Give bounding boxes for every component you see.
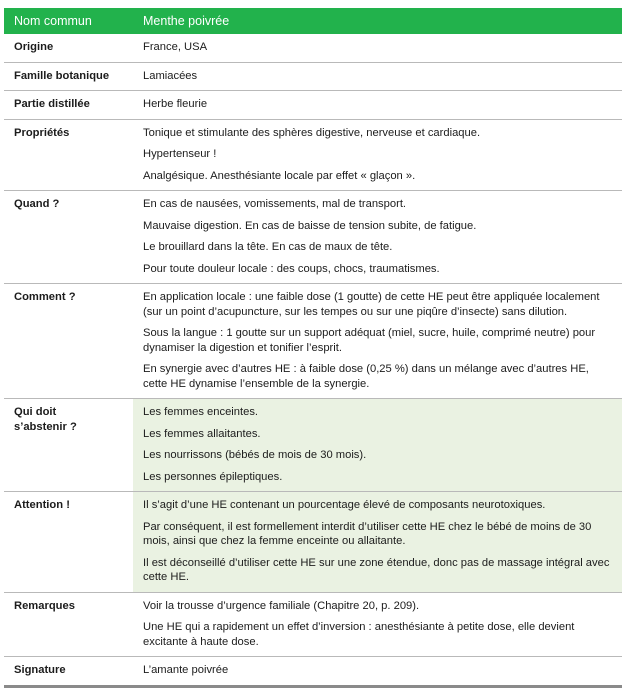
row-proprietes [4, 119, 622, 191]
row-qui-doit-s-abstenir [4, 399, 622, 492]
value-line: En synergie avec d’autres HE : à faible dose (0,25 %) dans un mélange avec d’autres HE, cette HE dynamise l’ensemble de la synergie. [143, 363, 589, 390]
value-line: Hypertenseur ! [143, 148, 217, 160]
row-value [133, 284, 622, 399]
row-value [133, 91, 622, 120]
row-quand [4, 191, 622, 284]
row-attention [4, 492, 622, 593]
header-common-name-label: Nom commun [4, 8, 133, 34]
row-origine [4, 34, 622, 62]
row-value [133, 492, 622, 593]
value-line: Les femmes allaitantes. [143, 427, 261, 440]
value-line: Pour toute douleur locale : des coups, chocs, traumatismes. [143, 262, 440, 275]
value-line: Les femmes enceintes. [143, 406, 259, 418]
row-label-line: Qui doit [14, 406, 57, 418]
row-label: Attention ! [4, 492, 133, 593]
value-line: Sous la langue : 1 goutte sur un support adéquat (miel, sucre, huile, comprimé neutre) pour dynamiser la digestion et tonifier l’esprit. [143, 327, 596, 354]
value-line: Lamiacées [143, 69, 198, 82]
row-signature [4, 657, 622, 687]
value-line: France, USA [143, 41, 208, 53]
row-value [133, 34, 622, 62]
row-remarques [4, 592, 622, 657]
row-value [133, 399, 622, 492]
table-header-row [4, 8, 622, 34]
value-line: Une HE qui a rapidement un effet d’inversion : anesthésiante à petite dose, elle devient excitante à haute dose. [143, 621, 575, 648]
row-value [133, 592, 622, 657]
value-line: Le brouillard dans la tête. En cas de maux de tête. [143, 241, 393, 253]
row-label-line: s’abstenir ? [14, 420, 77, 433]
value-line: En cas de nausées, vomissements, mal de transport. [143, 198, 407, 210]
value-line: Analgésique. Anesthésiante locale par effet « glaçon ». [143, 169, 416, 182]
value-line: En application locale : une faible dose (1 goutte) de cette HE peut être appliquée localement (sur un point d’acupuncture, sur les tempes ou sur une piqûre d’insecte) sans dilution. [143, 291, 600, 318]
row-partie-distillee [4, 91, 622, 120]
value-line: L’amante poivrée [143, 664, 229, 676]
value-line: Herbe fleurie [143, 98, 208, 110]
value-line: Voir la trousse d’urgence familiale (Chapitre 20, p. 209). [143, 599, 420, 612]
value-line: Les personnes épileptiques. [143, 470, 283, 483]
value-line: Par conséquent, il est formellement interdit d’utiliser cette HE chez le bébé de moins de 30 mois, ainsi que chez la femme enceinte ou allaitante. [143, 520, 592, 547]
row-value [133, 191, 622, 284]
plant-info-table [4, 8, 622, 688]
header-plant-name: Menthe poivrée [133, 8, 622, 34]
row-label: Signature [4, 657, 133, 687]
row-famille-botanique [4, 62, 622, 91]
value-line: Les nourrissons (bébés de mois de 30 mois). [143, 449, 367, 461]
row-value [133, 657, 622, 687]
value-line: Il s’agit d’une HE contenant un pourcentage élevé de composants neurotoxiques. [143, 499, 546, 511]
row-label: Famille botanique [4, 62, 133, 91]
row-label [4, 399, 133, 492]
row-value [133, 62, 622, 91]
row-label: Origine [4, 34, 133, 62]
row-label: Comment ? [4, 284, 133, 399]
value-line: Il est déconseillé d’utiliser cette HE sur une zone étendue, donc pas de massage intégral avec cette HE. [143, 556, 610, 583]
row-value [133, 119, 622, 191]
value-line: Tonique et stimulante des sphères digestive, nerveuse et cardiaque. [143, 126, 481, 139]
row-label: Quand ? [4, 191, 133, 284]
row-label: Propriétés [4, 119, 133, 191]
value-line: Mauvaise digestion. En cas de baisse de tension subite, de fatigue. [143, 219, 477, 232]
row-label: Remarques [4, 592, 133, 657]
row-label: Partie distillée [4, 91, 133, 120]
row-comment [4, 284, 622, 399]
